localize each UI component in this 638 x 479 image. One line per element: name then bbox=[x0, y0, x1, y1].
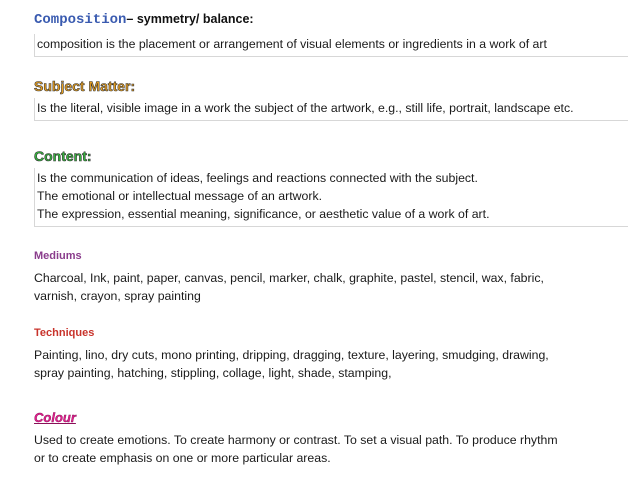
mediums-line: varnish, crayon, spray painting bbox=[34, 289, 201, 303]
subject-matter-heading bbox=[34, 78, 628, 98]
composition-subtitle: – symmetry/ balance: bbox=[126, 12, 254, 26]
content-title: Content: bbox=[34, 148, 92, 164]
subject-matter-text-box bbox=[34, 98, 628, 121]
subject-matter-title: Subject Matter: bbox=[34, 78, 136, 94]
composition-text: composition is the placement or arrangement of visual elements or ingredients in a work of art bbox=[37, 37, 547, 51]
techniques-line: spray painting, hatching, stippling, collage, light, shade, stamping, bbox=[34, 366, 392, 380]
techniques-section bbox=[34, 323, 628, 382]
composition-title: Composition bbox=[34, 12, 127, 28]
content-line: The expression, essential meaning, significance, or aesthetic value of a work of art. bbox=[37, 207, 490, 221]
techniques-text bbox=[34, 346, 628, 382]
mediums-line: Charcoal, Ink, paint, paper, canvas, pencil, marker, chalk, graphite, pastel, stencil, wax, fabric, bbox=[34, 271, 544, 285]
techniques-heading bbox=[34, 323, 628, 341]
content-line: The emotional or intellectual message of an artwork. bbox=[37, 189, 323, 203]
content-line: Is the communication of ideas, feelings and reactions connected with the subject. bbox=[37, 171, 478, 185]
composition-text-box bbox=[34, 34, 628, 57]
content-text-box bbox=[34, 168, 628, 227]
mediums-heading bbox=[34, 246, 628, 264]
content-section bbox=[34, 148, 628, 227]
subject-matter-text: Is the literal, visible image in a work the subject of the artwork, e.g., still life, portrait, landscape etc. bbox=[37, 101, 574, 115]
subject-matter-section bbox=[34, 78, 628, 121]
colour-heading bbox=[34, 409, 628, 428]
content-heading bbox=[34, 148, 628, 168]
composition-section bbox=[34, 10, 628, 57]
colour-section bbox=[34, 409, 628, 467]
mediums-section bbox=[34, 246, 628, 305]
colour-title: Colour bbox=[34, 410, 76, 425]
composition-heading bbox=[34, 10, 628, 30]
techniques-title: Techniques bbox=[34, 327, 95, 339]
colour-line: or to create emphasis on one or more particular areas. bbox=[34, 451, 331, 465]
mediums-text bbox=[34, 269, 628, 305]
mediums-title: Mediums bbox=[34, 250, 82, 262]
colour-line: Used to create emotions. To create harmony or contrast. To set a visual path. To produce rhythm bbox=[34, 433, 558, 447]
techniques-line: Painting, lino, dry cuts, mono printing, dripping, dragging, texture, layering, smudging, drawing, bbox=[34, 348, 549, 362]
colour-text bbox=[34, 431, 628, 467]
